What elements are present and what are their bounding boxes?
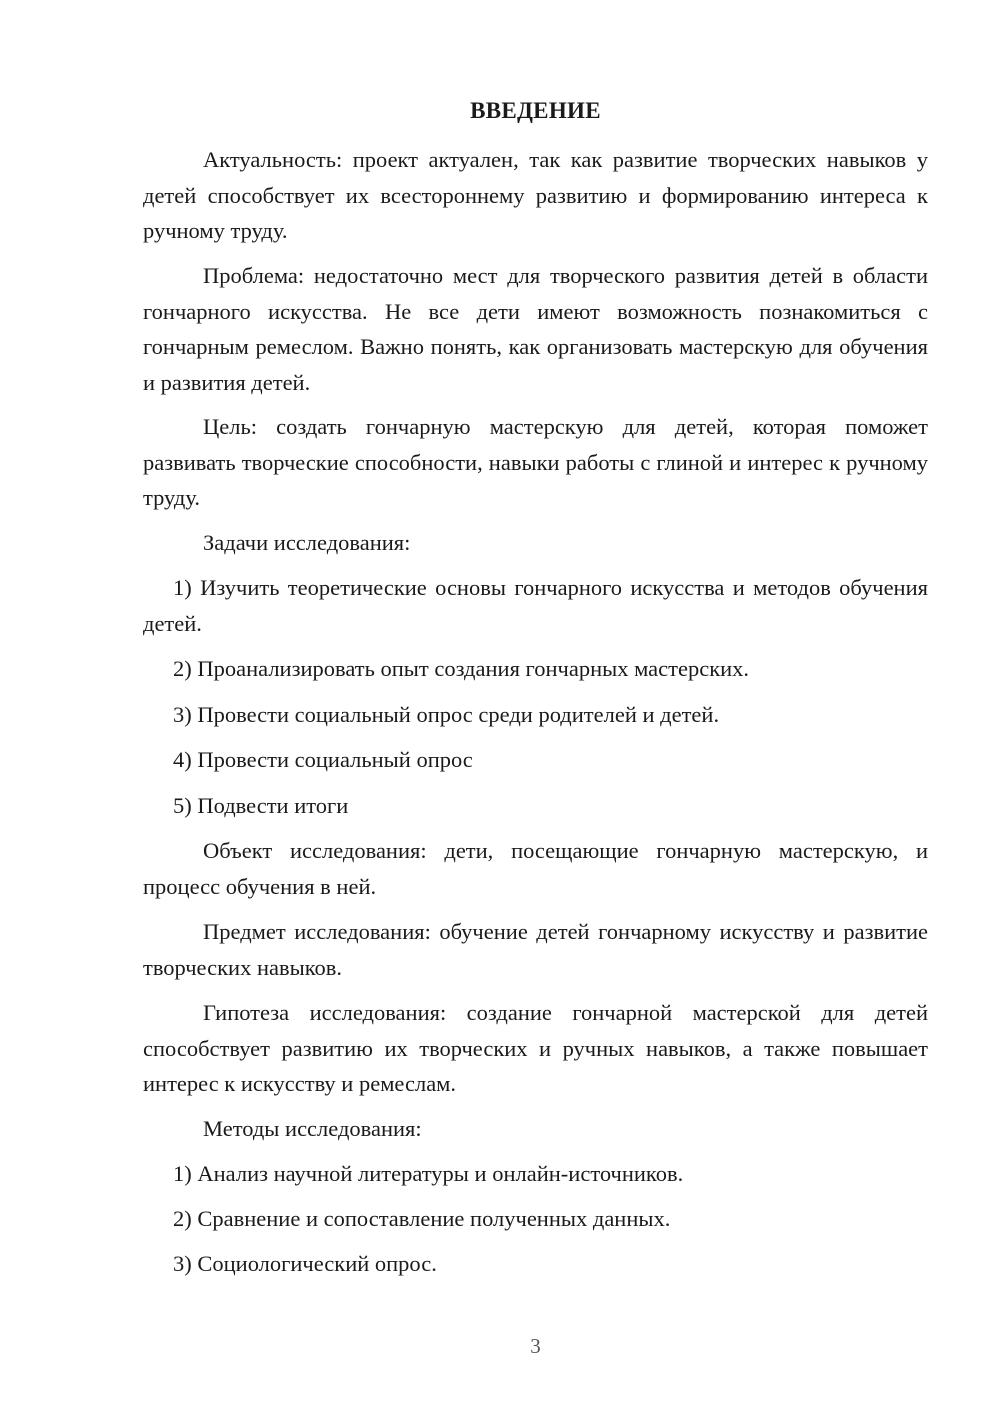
object-paragraph: Объект исследования: дети, посещающие гончарную мастерскую, и процесс обучения в ней. <box>143 838 928 899</box>
method-item-1: 1) Анализ научной литературы и онлайн-источников. <box>173 1161 684 1186</box>
task-item-4: 4) Провести социальный опрос <box>173 747 473 772</box>
relevance-paragraph: Актуальность: проект актуален, так как развитие творческих навыков у детей способствует их всестороннему развитию и формированию интереса к ручному труду. <box>143 147 928 243</box>
page-title: ВВЕДЕНИЕ <box>470 98 601 123</box>
subject-paragraph: Предмет исследования: обучение детей гончарному искусству и развитие творческих навыков. <box>143 919 928 980</box>
problem-paragraph: Проблема: недостаточно мест для творческого развития детей в области гончарного искусства. Не все дети имеют возможность познакомиться с гончарным ремеслом. Важно понять, как организовать мастерскую для обучения и развития детей. <box>143 263 928 395</box>
hypothesis-paragraph: Гипотеза исследования: создание гончарной мастерской для детей способствует развитию их творческих и ручных навыков, а также повышает интерес к искусству и ремеслам. <box>143 1000 928 1096</box>
goal-paragraph: Цель: создать гончарную мастерскую для детей, которая поможет развивать творческие способности, навыки работы с глиной и интерес к ручному труду. <box>143 414 928 510</box>
tasks-heading: Задачи исследования: <box>203 530 411 555</box>
task-item-2: 2) Проанализировать опыт создания гончарных мастерских. <box>173 656 750 681</box>
task-item-1: 1) Изучить теоретические основы гончарного искусства и методов обучения детей. <box>143 575 928 636</box>
methods-heading: Методы исследования: <box>203 1116 422 1141</box>
page-number: 3 <box>530 1334 541 1358</box>
document-page <box>143 0 928 1414</box>
task-item-3: 3) Провести социальный опрос среди родителей и детей. <box>173 702 720 727</box>
method-item-2: 2) Сравнение и сопоставление полученных данных. <box>173 1206 671 1231</box>
task-item-5: 5) Подвести итоги <box>173 793 349 818</box>
method-item-3: 3) Социологический опрос. <box>173 1251 437 1276</box>
